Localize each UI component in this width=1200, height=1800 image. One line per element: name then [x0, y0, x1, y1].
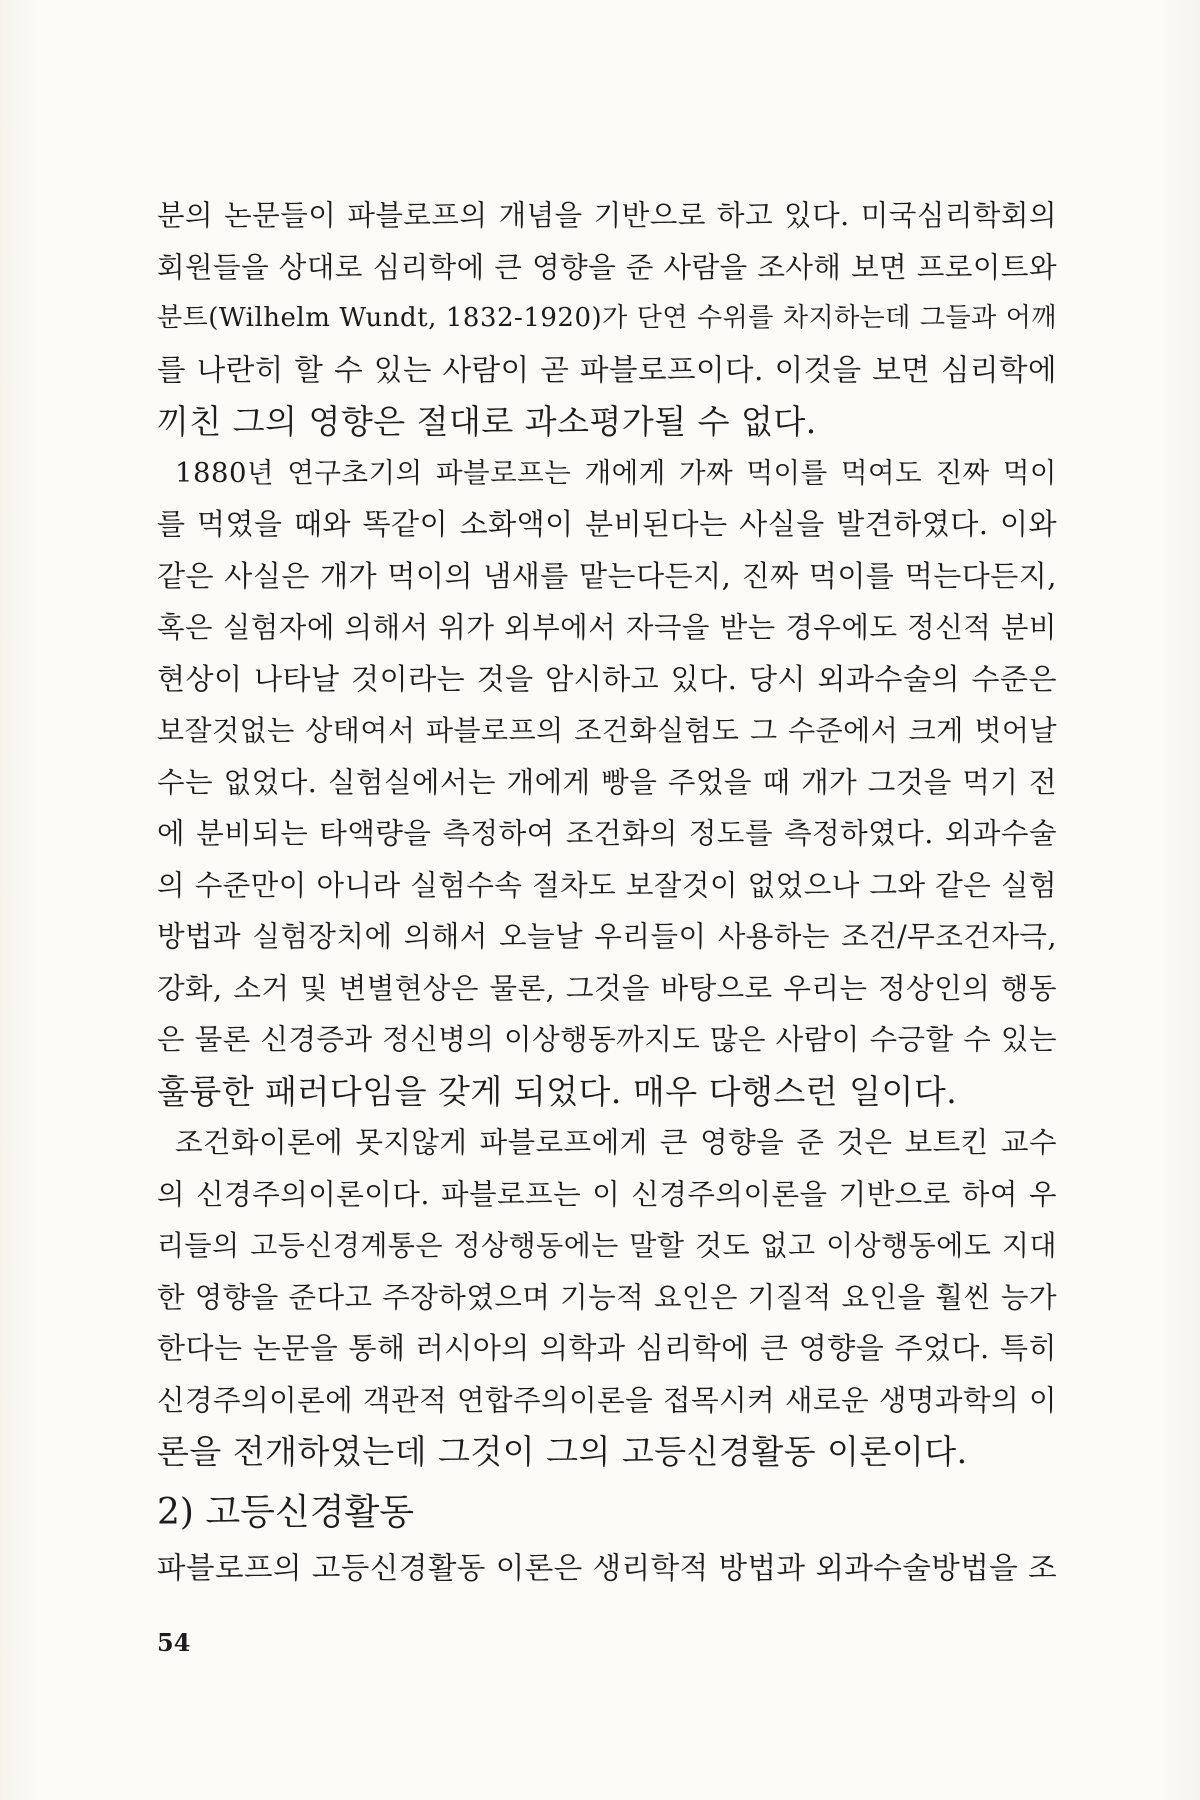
text-line: 리들의 고등신경계통은 정상행동에는 말할 것도 없고 이상행동에도 지대 — [157, 1229, 1057, 1262]
text-line: 론을 전개하였는데 그것이 그의 고등신경활동 이론이다. — [157, 1432, 968, 1471]
text-line: 신경주의이론에 객관적 연합주의이론을 접목시켜 새로운 생명과학의 이 — [157, 1383, 1057, 1417]
paragraph-3 — [157, 1117, 1057, 1478]
text-line: 분의 논문들이 파블로프의 개념을 기반으로 하고 있다. 미국심리학회의 — [157, 199, 1057, 232]
text-line: 수는 없었다. 실험실에서는 개에게 빵을 주었을 때 개가 그것을 먹기 전 — [157, 765, 1057, 799]
text-line: 의 수준만이 아니라 실험수속 절차도 보잘것이 없었으나 그와 같은 실험 — [157, 868, 1057, 902]
text-line: 혹은 실험자에 의해서 위가 외부에서 자극을 받는 경우에도 정신적 분비 — [157, 611, 1057, 644]
text-line: 를 먹였을 때와 똑같이 소화액이 분비된다는 사실을 발견하였다. 이와 — [157, 507, 1057, 541]
paragraph-1 — [157, 190, 1057, 448]
text-line: 끼친 그의 영향은 절대로 과소평가될 수 없다. — [157, 402, 817, 441]
text-line: 를 나란히 할 수 있는 사람이 곧 파블로프이다. 이것을 보면 심리학에 — [157, 352, 1057, 387]
text-line: 보잘것없는 상태여서 파블로프의 조건화실험도 그 수준에서 크게 벗어날 — [157, 714, 1057, 747]
section-heading: 2) 고등신경활동 — [157, 1492, 415, 1533]
text-line: 의 신경주의이론이다. 파블로프는 이 신경주의이론을 기반으로 하여 우 — [157, 1177, 1057, 1211]
paragraph-2 — [157, 448, 1057, 1118]
text-line: 같은 사실은 개가 먹이의 냄새를 맡는다든지, 진짜 먹이를 먹는다든지, — [157, 558, 1057, 593]
text-line: 은 물론 신경증과 정신병의 이상행동까지도 많은 사람이 수긍할 수 있는 — [157, 1023, 1057, 1056]
section-first-line: 파블로프의 고등신경활동 이론은 생리학적 방법과 외과수술방법을 조 — [157, 1551, 1058, 1585]
page-number: 54 — [157, 1628, 191, 1657]
text-line: 현상이 나타날 것이라는 것을 암시하고 있다. 당시 외과수술의 수준은 — [157, 661, 1057, 696]
text-line: 한다는 논문을 통해 러시아의 의학과 심리학에 큰 영향을 주었다. 특히 — [157, 1331, 1057, 1365]
text-line: 에 분비되는 타액량을 측정하여 조건화의 정도를 측정하였다. 외과수술 — [157, 817, 1057, 850]
text-line: 한 영향을 준다고 주장하였으며 기능적 요인은 기질적 요인을 훨씬 능가 — [157, 1280, 1057, 1314]
text-line: 강화, 소거 및 변별현상은 물론, 그것을 바탕으로 우리는 정상인의 행동 — [157, 971, 1057, 1005]
text-line: 1880년 연구초기의 파블로프는 개에게 가짜 먹이를 먹여도 진짜 먹이 — [175, 456, 1057, 489]
text-line: 분트(Wilhelm Wundt, 1832-1920)가 단연 수위를 차지하는데 그들과 어깨 — [157, 303, 1057, 333]
text-line: 회원들을 상대로 심리학에 큰 영향을 준 사람을 조사해 보면 프로이트와 — [157, 250, 1057, 284]
text-line: 조건화이론에 못지않게 파블로프에게 큰 영향을 준 것은 보트킨 교수 — [175, 1126, 1057, 1159]
body-text — [157, 190, 1057, 1478]
text-line: 방법과 실험장치에 의해서 오늘날 우리들이 사용하는 조건/무조건자극, — [157, 920, 1057, 953]
text-line: 훌륭한 패러다임을 갖게 되었다. 매우 다행스런 일이다. — [157, 1071, 958, 1111]
